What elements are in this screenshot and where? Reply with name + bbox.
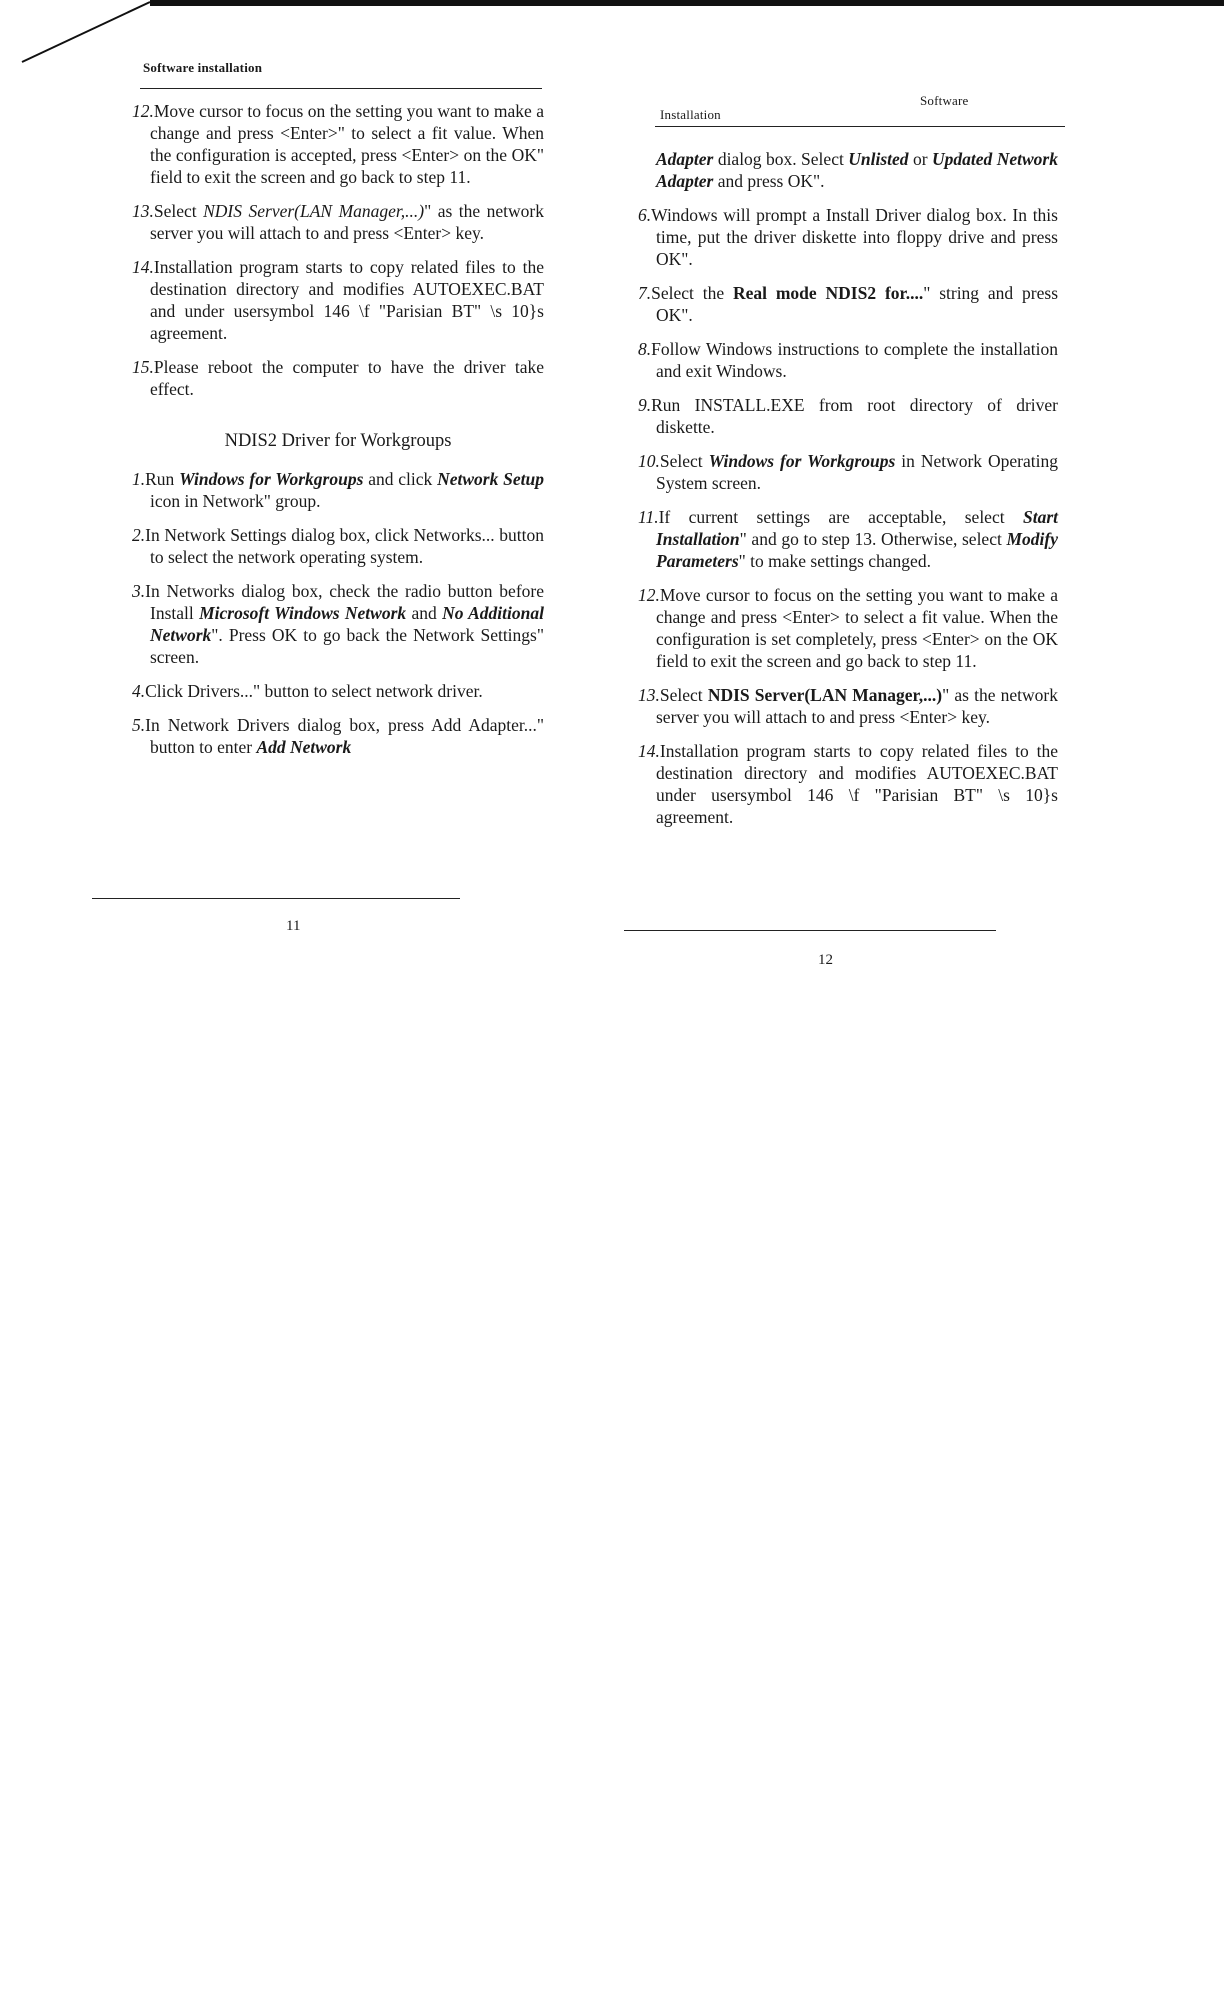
list-item: 7.Select the Real mode NDIS2 for...." string and press OK". bbox=[638, 282, 1059, 325]
right-footer-rule bbox=[624, 930, 996, 931]
right-header-rule bbox=[655, 126, 1065, 127]
left-header-rule bbox=[140, 88, 542, 89]
list-item: 5.In Network Drivers dialog box, press Add Adapter..." button to enter Add Network bbox=[132, 715, 544, 757]
section-title: NDIS2 Driver for Workgroups bbox=[224, 431, 452, 451]
list-item: 12.Move cursor to focus on the setting you want to make a change and press <Enter>" to select a fit value. When the configuration is accepted, press <Enter> on the OK" field to exit the screen and go back to step 11. bbox=[132, 101, 544, 187]
list-item: 12.Move cursor to focus on the setting you want to make a change and press <Enter> to select a fit value. When the configuration is set completely, press <Enter> on the OK field to exit the screen and go back to step 11. bbox=[638, 584, 1058, 671]
list-item: 13.Select NDIS Server(LAN Manager,...)" as the network server you will attach to and press <Enter> key. bbox=[638, 684, 1059, 727]
top-border-line bbox=[150, 0, 1224, 6]
list-item: 14.Installation program starts to copy related files to the destination directory and modifies AUTOEXEC.BAT and under usersymbol 146 \f "Parisian BT" \s 10}s agreement. bbox=[132, 257, 544, 343]
list-item: 10.Select Windows for Workgroups in Network Operating System screen. bbox=[638, 450, 1058, 493]
right-page-header-software: Software bbox=[920, 93, 969, 108]
list-item: 2.In Network Settings dialog box, click Networks... button to select the network operating system. bbox=[132, 525, 544, 567]
right-page-body bbox=[638, 130, 1058, 840]
list-item: 11.If current settings are acceptable, select Start Installation" and go to step 13. Otherwise, select Modify Parameters" to make settings changed. bbox=[638, 506, 1058, 571]
right-page-header-installation: Installation bbox=[660, 107, 721, 122]
list-item: 3.In Networks dialog box, check the radio button before Install Microsoft Windows Network and No Additional Network". Press OK to go back the Network Settings" screen. bbox=[132, 581, 544, 667]
left-page-body bbox=[132, 100, 544, 770]
list-item: 8.Follow Windows instructions to complete the installation and exit Windows. bbox=[638, 338, 1058, 381]
right-page-number: 12 bbox=[818, 952, 833, 968]
list-item: 15.Please reboot the computer to have the driver take effect. bbox=[132, 357, 544, 399]
continued-paragraph: Adapter dialog box. Select Unlisted or Updated Network Adapter and press OK". bbox=[656, 148, 1058, 191]
list-item: 6.Windows will prompt a Install Driver dialog box. In this time, put the driver diskette into floppy drive and press OK". bbox=[638, 204, 1058, 269]
list-item: 1.Run Windows for Workgroups and click Network Setup icon in Network" group. bbox=[132, 469, 544, 511]
left-footer-rule bbox=[92, 898, 460, 899]
list-item: 14.Installation program starts to copy related files to the destination directory and modifies AUTOEXEC.BAT under usersymbol 146 \f "Parisian BT" \s 10}s agreement. bbox=[638, 740, 1058, 827]
list-item: 9.Run INSTALL.EXE from root directory of driver diskette. bbox=[638, 394, 1058, 437]
list-item: 13.Select NDIS Server(LAN Manager,...)" as the network server you will attach to and press <Enter> key. bbox=[132, 201, 545, 243]
list-item: 4.Click Drivers..." button to select network driver. bbox=[132, 681, 483, 701]
left-page-header: Software installation bbox=[143, 60, 263, 75]
corner-diagonal-line bbox=[0, 0, 160, 70]
left-page-number: 11 bbox=[286, 918, 301, 934]
